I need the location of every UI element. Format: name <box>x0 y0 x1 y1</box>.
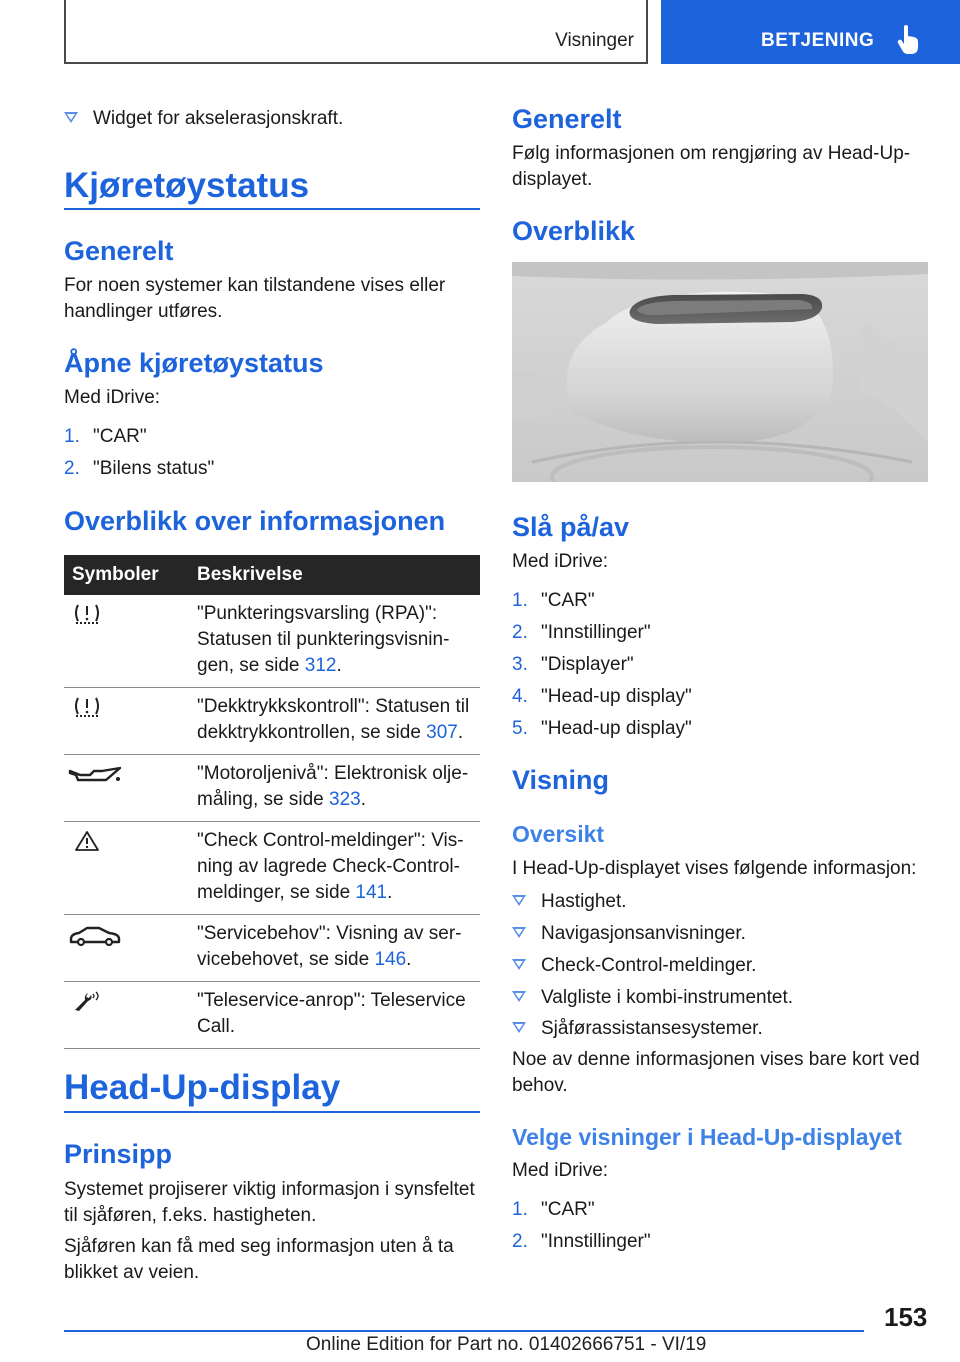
heading-head-up-display: Head-Up-display <box>64 1068 341 1107</box>
paragraph: Noe av denne informasjonen vises bare kort ved behov. <box>512 1049 920 1096</box>
bullet-triangle-icon <box>512 991 526 1002</box>
list-item: 2. "Innstillinger" <box>512 622 651 643</box>
heading-open-status: Åpne kjøretøystatus <box>64 348 324 378</box>
page-number: 153 <box>884 1302 928 1332</box>
paragraph: I Head-Up-displayet vises følgende informasjon: <box>512 858 917 879</box>
paragraph: Sjåføren kan få med seg informasjon uten å ta blikket av veien. <box>64 1236 454 1283</box>
bullet-triangle-icon <box>64 112 78 123</box>
page-link[interactable]: 146 <box>374 949 407 970</box>
heading-select-views: Velge visninger i Head-Up-displayet <box>512 1124 902 1150</box>
page-link[interactable]: 141 <box>355 882 388 903</box>
list-item: 2. "Bilens status" <box>64 458 215 479</box>
paragraph: Med iDrive: <box>512 551 609 572</box>
bullet-triangle-icon <box>512 959 526 970</box>
page-link[interactable]: 323 <box>329 789 361 810</box>
header-section-title: Visninger <box>555 30 634 51</box>
table-row: "Dekktrykkskontroll": Statusen til dekktrykkontrollen, se side 307. <box>64 688 480 755</box>
tire-pressure-warning-icon <box>73 696 101 718</box>
list-item: 1. "CAR" <box>64 426 147 447</box>
tire-pressure-warning-icon <box>73 603 101 625</box>
header-section-box <box>64 0 648 64</box>
list-item: Navigasjonsanvisninger. <box>512 921 928 947</box>
table-row: "Teleservice-anrop": Teleservice Call. <box>64 982 480 1049</box>
bullet-triangle-icon <box>512 927 526 938</box>
table-row: "Check Control-meldinger": Vis-ning av lagrede Check-Control-meldinger, se side 141. <box>64 822 480 915</box>
table-header-symbols: Symboler <box>64 555 197 595</box>
bullet-triangle-icon <box>512 1022 526 1033</box>
head-up-display-photo <box>512 262 928 482</box>
paragraph: Med iDrive: <box>64 387 161 408</box>
header-chapter-title: BETJENING <box>761 30 875 51</box>
heading-general: Generelt <box>512 104 622 134</box>
heading-vehicle-status: Kjøretøystatus <box>64 166 310 205</box>
car-service-icon <box>68 925 122 947</box>
heading-overview-info: Overblikk over informasjonen <box>64 506 446 536</box>
heading-on-off: Slå på/av <box>512 512 630 542</box>
paragraph: For noen systemer kan tilstandene vises eller handlinger utføres. <box>64 275 446 322</box>
heading-overview-sub: Oversikt <box>512 821 605 847</box>
heading-general: Generelt <box>64 236 174 266</box>
heading-rule <box>64 208 480 210</box>
wrench-call-icon <box>72 990 102 1012</box>
list-item: Valgliste i kombi-instrumentet. <box>512 985 928 1011</box>
paragraph: Systemet projiserer viktig informasjon i synsfeltet til sjåføren, f.eks. hastigheten. <box>64 1179 475 1226</box>
warning-triangle-icon <box>74 830 100 852</box>
list-item: Check-Control-meldinger. <box>512 953 928 979</box>
list-item: Widget for akselerasjonskraft. <box>64 106 480 132</box>
table-row: "Punkteringsvarsling (RPA)": Statusen til punkteringsvisnin-gen, se side 312. <box>64 595 480 688</box>
header-chapter-tab[interactable] <box>661 0 960 64</box>
bullet-triangle-icon <box>512 895 526 906</box>
list-item: 3. "Displayer" <box>512 654 634 675</box>
table-header-description: Beskrivelse <box>197 555 480 595</box>
paragraph: Med iDrive: <box>512 1160 609 1181</box>
list-item: 1. "CAR" <box>512 590 595 611</box>
footer-rule <box>64 1330 864 1332</box>
list-item: 5. "Head-up display" <box>512 718 692 739</box>
paragraph: Følg informasjonen om rengjøring av Head-Up-displayet. <box>512 143 911 190</box>
page-link[interactable]: 312 <box>304 655 337 676</box>
status-table <box>64 555 480 1049</box>
page-link[interactable]: 307 <box>426 722 458 743</box>
footer-edition: Online Edition for Part no. 01402666751 - VI/19 <box>306 1334 707 1355</box>
heading-display: Visning <box>512 765 610 795</box>
list-item: 1. "CAR" <box>512 1199 595 1220</box>
list-item: Hastighet. <box>512 889 928 915</box>
heading-overview: Overblikk <box>512 216 636 246</box>
pointing-hand-icon <box>897 24 919 54</box>
list-item: Sjåførassistansesystemer. <box>512 1016 928 1042</box>
oil-can-icon <box>68 765 122 787</box>
table-row: "Motoroljenivå": Elektronisk olje-måling, se side 323. <box>64 755 480 822</box>
list-item: 4. "Head-up display" <box>512 686 692 707</box>
heading-rule <box>64 1111 480 1113</box>
list-item: 2. "Innstillinger" <box>512 1231 651 1252</box>
table-row: "Servicebehov": Visning av ser-vicebehovet, se side 146. <box>64 915 480 982</box>
heading-principle: Prinsipp <box>64 1139 173 1169</box>
